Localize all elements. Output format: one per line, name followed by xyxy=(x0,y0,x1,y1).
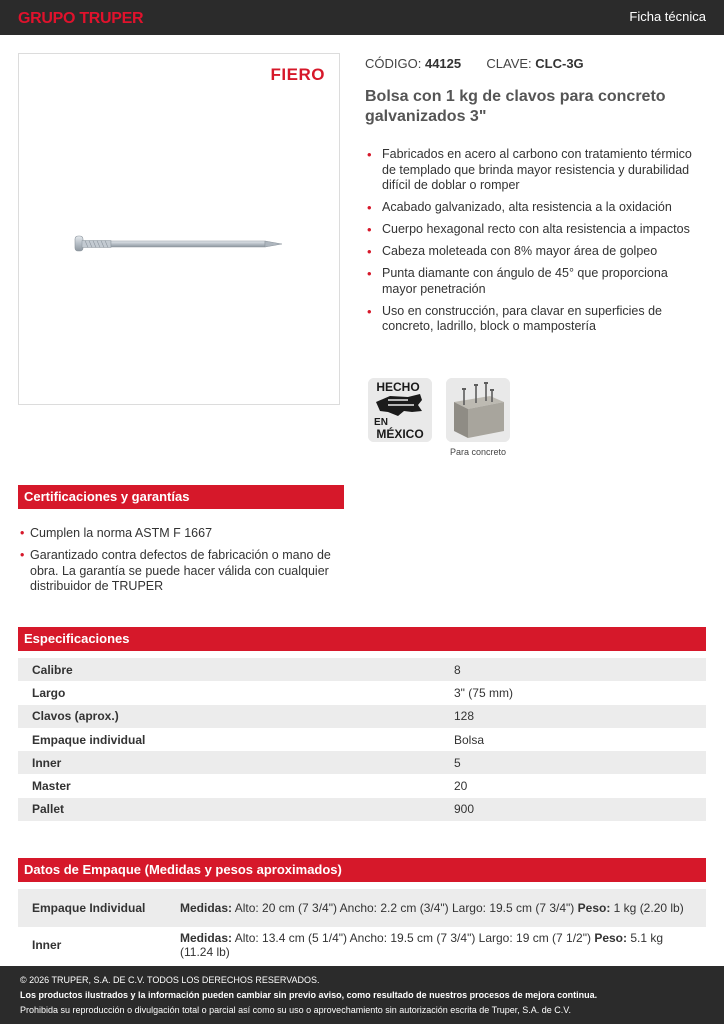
code-label: CÓDIGO: xyxy=(365,56,422,71)
product-title: Bolsa con 1 kg de clavos para concreto galvanizados 3" xyxy=(365,88,666,125)
product-image-box xyxy=(18,53,340,405)
spec-label: Master xyxy=(32,779,71,794)
nail-image xyxy=(71,234,287,254)
footer-copyright: © 2026 TRUPER, S.A. DE C.V. TODOS LOS DERECHOS RESERVADOS. xyxy=(20,975,320,985)
table-row xyxy=(18,705,706,728)
table-row xyxy=(18,889,706,927)
document-type: Ficha técnica xyxy=(629,9,706,24)
footer-legal: Prohibida su reproducción o divulgación total o parcial así como su uso o aprovechamiento sin autorización escrita de Truper, S.A. de C.V. xyxy=(20,1005,571,1015)
specifications-table xyxy=(18,658,706,821)
measures-value: Alto: 13.4 cm (5 1/4") Ancho: 19.5 cm (7 3/4") Largo: 19 cm (7 1/2") xyxy=(234,931,591,945)
spec-label: Calibre xyxy=(18,658,442,681)
concrete-block-icon xyxy=(446,378,510,442)
spec-value: 20 xyxy=(454,779,468,794)
spec-label: Largo xyxy=(32,685,66,700)
spec-label: Empaque individual xyxy=(32,732,146,747)
weight-value: 5.1 kg (11.24 lb) xyxy=(180,931,664,959)
table-row xyxy=(18,798,706,821)
badge-mexico-line1: HECHO xyxy=(376,380,420,394)
weight-label: Peso: xyxy=(594,931,627,945)
footer-notice: Los productos ilustrados y la información pueden cambiar sin previo aviso, como resultado de nuestros procesos de mejora continua. xyxy=(20,990,598,1000)
top-bar xyxy=(0,0,724,35)
feature-item: • Uso en construcción, para clavar en superficies de concreto, ladrillo, block o mampostería xyxy=(365,304,695,335)
spec-value: 128 xyxy=(442,705,706,728)
measures-label: Medidas: xyxy=(180,931,233,945)
product-codes xyxy=(365,56,584,71)
table-row xyxy=(18,927,706,963)
measures-value: Alto: 20 cm (7 3/4") Ancho: 2.2 cm (3/4") Largo: 19.5 cm (7 3/4") xyxy=(234,901,575,915)
spec-value: 3" (75 mm) xyxy=(454,685,513,700)
packaging-value xyxy=(180,889,706,927)
certification-item: • Cumplen la norma ASTM F 1667 xyxy=(20,526,340,542)
packaging-label: Inner xyxy=(32,938,62,952)
feature-item: • Acabado galvanizado, alta resistencia a la oxidación xyxy=(365,200,695,216)
weight-label: Peso: xyxy=(577,901,611,915)
hecho-en-mexico-icon xyxy=(368,378,432,442)
fiero-logo: FIERO xyxy=(270,65,325,84)
spec-value: Bolsa xyxy=(454,732,485,747)
spec-value: 900 xyxy=(442,798,706,821)
certifications-heading: Certificaciones y garantías xyxy=(18,485,344,509)
spec-label: Clavos (aprox.) xyxy=(18,705,442,728)
certifications-list xyxy=(20,526,340,601)
specifications-heading: Especificaciones xyxy=(18,627,706,651)
packaging-label: Empaque Individual xyxy=(18,889,180,927)
product-code: 44125 xyxy=(424,56,462,71)
product-key: CLC-3G xyxy=(535,56,584,71)
table-row xyxy=(18,751,706,774)
feature-item: • Cabeza moleteada con 8% mayor área de golpeo xyxy=(365,244,695,260)
table-row xyxy=(18,681,706,704)
feature-item: • Cuerpo hexagonal recto con alta resistencia a impactos xyxy=(365,222,695,238)
footer xyxy=(0,966,724,1024)
certification-item: • Garantizado contra defectos de fabricación o mano de obra. La garantía se puede hacer válida con cualquier distribuidor de TRUPER xyxy=(20,548,340,595)
spec-value: 5 xyxy=(442,751,706,774)
key-label: CLAVE: xyxy=(486,56,532,71)
brand-logo: GRUPO TRUPER xyxy=(18,10,144,27)
weight-value: 1 kg (2.20 lb) xyxy=(613,901,684,915)
table-row xyxy=(18,728,706,751)
table-row xyxy=(18,774,706,797)
spec-label: Inner xyxy=(18,751,442,774)
table-row xyxy=(18,658,706,681)
feature-item: • Fabricados en acero al carbono con tratamiento térmico de templado que brinda mayor resistencia y durabilidad difícil de doblar o romper xyxy=(365,147,695,194)
packaging-heading: Datos de Empaque (Medidas y pesos aproximados) xyxy=(18,858,706,882)
badge-mexico-line2: EN xyxy=(374,417,388,428)
para-concreto-caption: Para concreto xyxy=(449,447,507,457)
feature-list xyxy=(365,147,695,341)
spec-label: Pallet xyxy=(18,798,442,821)
measures-label: Medidas: xyxy=(180,901,233,915)
packaging-table xyxy=(18,889,706,963)
packaging-value xyxy=(180,927,706,963)
feature-item: • Punta diamante con ángulo de 45° que proporciona mayor penetración xyxy=(365,266,695,297)
badge-mexico-line3: MÉXICO xyxy=(376,427,424,441)
para-concreto-badge xyxy=(446,378,510,442)
hecho-en-mexico-badge xyxy=(368,378,432,442)
spec-value: 8 xyxy=(442,658,706,681)
